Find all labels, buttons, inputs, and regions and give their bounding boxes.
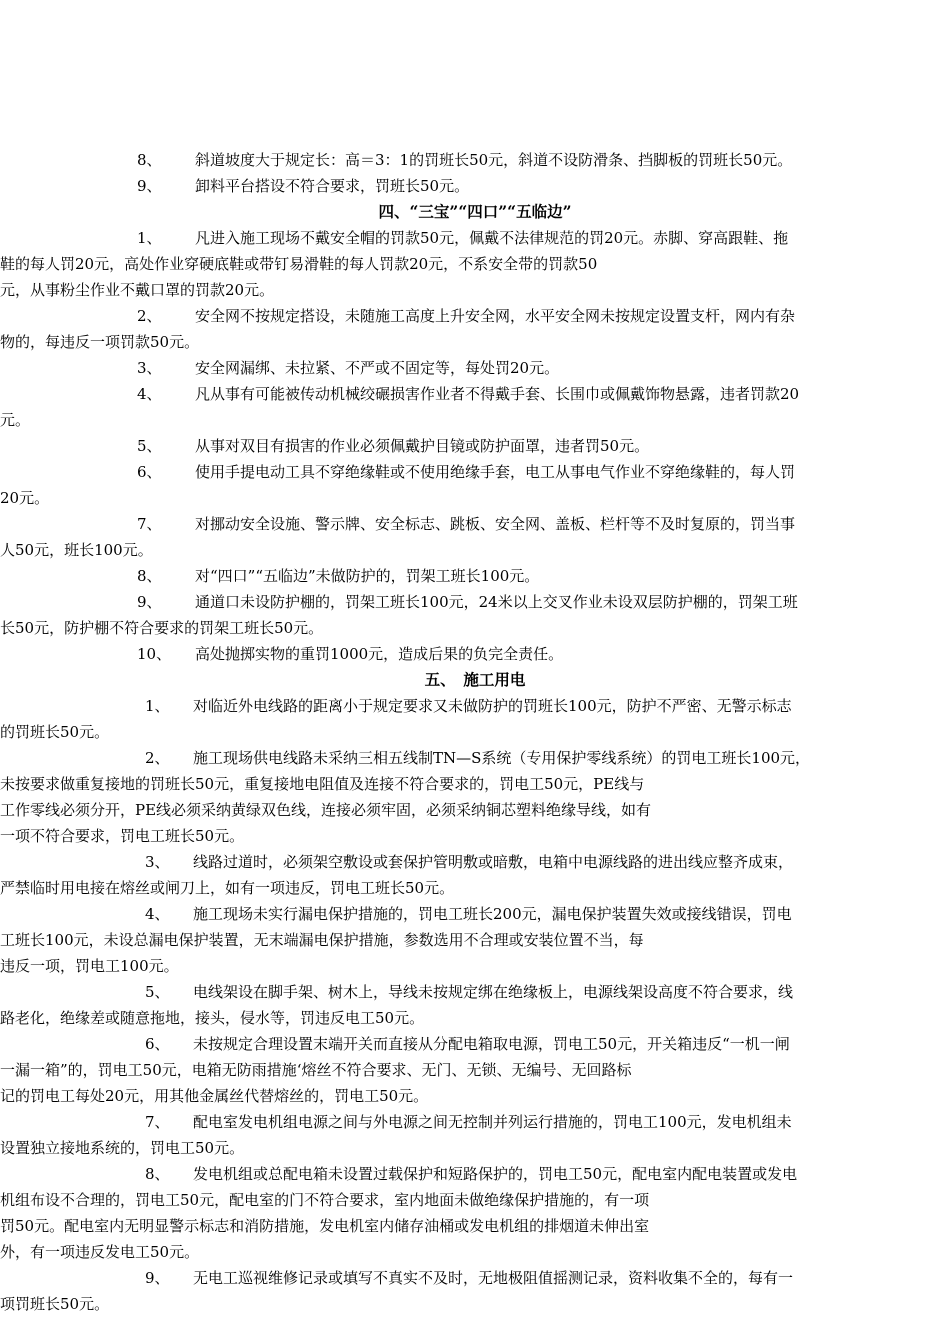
list-item-line (0, 745, 950, 771)
item-number: 3、 (137, 359, 162, 377)
item-text-continued: 元，从事粉尘作业不戴口罩的罚款20元。 (0, 281, 275, 299)
item-text: 对“四口”“五临边”未做防护的，罚架工班长100元。 (195, 567, 540, 585)
list-item-line (0, 1161, 950, 1187)
item-number: 2、 (137, 307, 162, 325)
list-item-line (0, 1109, 950, 1135)
item-number: 1、 (137, 229, 162, 247)
list-item-line (0, 719, 950, 745)
list-item-line (0, 1057, 950, 1083)
item-text-continued: 路老化，绝缘差或随意拖地，接头，侵水等，罚违反电工50元。 (0, 1009, 425, 1027)
section-heading-5: 五、 施工用电 (424, 670, 526, 689)
list-item-line (0, 1239, 950, 1265)
item-text: 施工现场供电线路未采纳三相五线制TN—S系统（专用保护零线系统）的罚电工班长100元， (193, 749, 811, 767)
list-item-line (0, 849, 950, 875)
list-item-line (0, 225, 950, 251)
item-text-continued: 人50元，班长100元。 (0, 541, 153, 559)
item-text-continued: 一项不符合要求，罚电工班长50元。 (0, 827, 245, 845)
item-text: 安全网漏绑、未拉紧、不严或不固定等，每处罚20元。 (195, 359, 560, 377)
item-text: 线路过道时，必须架空敷设或套保护管明敷或暗敷，电箱中电源线路的进出线应整齐成束， (193, 853, 794, 871)
item-text-continued: 20元。 (0, 489, 50, 507)
item-text-continued: 记的罚电工每处20元，用其他金属丝代替熔丝的，罚电工50元。 (0, 1087, 429, 1105)
item-text-continued: 设置独立接地系统的，罚电工50元。 (0, 1139, 245, 1157)
item-number: 9、 (137, 177, 162, 195)
section-heading-4: 四、“三宝”“四口”“五临边” (378, 202, 572, 221)
item-text: 凡从事有可能被传动机械绞碾损害作业者不得戴手套、长围巾或佩戴饰物悬露，违者罚款20 (195, 385, 800, 403)
list-item-line (0, 1135, 950, 1161)
list-item-line (0, 953, 950, 979)
item-number: 10、 (137, 645, 172, 663)
item-text: 使用手提电动工具不穿绝缘鞋或不使用绝缘手套，电工从事电气作业不穿绝缘鞋的，每人罚 (195, 463, 796, 481)
item-text-continued: 物的，每违反一项罚款50元。 (0, 333, 200, 351)
list-item-line (0, 1213, 950, 1239)
list-item-line (0, 823, 950, 849)
list-item-line (0, 1005, 950, 1031)
item-text: 配电室发电机组电源之间与外电源之间无控制并列运行措施的，罚电工100元，发电机组未 (193, 1113, 792, 1131)
list-item-line (0, 979, 950, 1005)
item-text: 卸料平台搭设不符合要求，罚班长50元。 (195, 177, 470, 195)
item-text-continued: 的罚班长50元。 (0, 723, 110, 741)
item-text-continued: 严禁临时用电接在熔丝或闸刀上，如有一项违反，罚电工班长50元。 (0, 879, 455, 897)
item-text-continued: 外，有一项违反发电工50元。 (0, 1243, 200, 1261)
item-text-continued: 未按要求做重复接地的罚班长50元，重复接地电阻值及连接不符合要求的，罚电工50元，PE线与 (0, 775, 645, 793)
item-text-continued: 罚50元。配电室内无明显警示标志和消防措施，发电机室内储存油桶或发电机组的排烟道未伸出室 (0, 1217, 650, 1235)
item-number: 5、 (137, 437, 162, 455)
item-number: 6、 (145, 1035, 170, 1053)
item-text-continued: 一漏一箱”的，罚电工50元，电箱无防雨措施‘熔丝不符合要求、无门、无锁、无编号、无回路标 (0, 1061, 632, 1079)
list-item-line (0, 875, 950, 901)
item-text: 施工现场未实行漏电保护措施的，罚电工班长200元，漏电保护装置失效或接线错误，罚电 (193, 905, 792, 923)
item-text-continued: 工班长100元，未设总漏电保护装置，无末端漏电保护措施，参数选用不合理或安装位置不当，每 (0, 931, 644, 949)
list-item-line (0, 1265, 950, 1291)
list-item-line (0, 459, 950, 485)
list-item-line (0, 173, 950, 199)
list-item-line (0, 485, 950, 511)
item-text-continued: 鞋的每人罚20元，高处作业穿硬底鞋或带钉易滑鞋的每人罚款20元，不系安全带的罚款50 (0, 255, 598, 273)
item-number: 4、 (145, 905, 170, 923)
list-item-line (0, 433, 950, 459)
list-item-line (0, 329, 950, 355)
list-item-line (0, 1031, 950, 1057)
list-item-line (0, 251, 950, 277)
item-number: 8、 (137, 567, 162, 585)
item-text: 未按规定合理设置末端开关而直接从分配电箱取电源，罚电工50元，开关箱违反“一机一闸 (193, 1035, 790, 1053)
item-number: 9、 (137, 593, 162, 611)
list-item-line (0, 615, 950, 641)
item-number: 3、 (145, 853, 170, 871)
item-text: 从事对双目有损害的作业必须佩戴护目镜或防护面罩，违者罚50元。 (195, 437, 650, 455)
list-item-line (0, 927, 950, 953)
item-text-continued: 机组布设不合理的，罚电工50元，配电室的门不符合要求，室内地面未做绝缘保护措施的，有一项 (0, 1191, 650, 1209)
list-item-line (0, 277, 950, 303)
item-number: 2、 (145, 749, 170, 767)
item-text-continued: 元。 (0, 411, 31, 429)
item-number: 8、 (145, 1165, 170, 1183)
list-item-line (0, 355, 950, 381)
item-text: 无电工巡视维修记录或填写不真实不及时，无地极阻值摇测记录，资料收集不全的，每有一 (193, 1269, 794, 1287)
item-text: 高处抛掷实物的重罚1000元，造成后果的负完全责任。 (195, 645, 564, 663)
item-number: 6、 (137, 463, 162, 481)
item-number: 1、 (145, 697, 170, 715)
item-text: 斜道坡度大于规定长：高＝3：1的罚班长50元，斜道不设防滑条、挡脚板的罚班长50元。 (195, 151, 793, 169)
list-item-line (0, 797, 950, 823)
list-item-line (0, 901, 950, 927)
list-item-line (0, 147, 950, 173)
item-text-continued: 项罚班长50元。 (0, 1295, 110, 1313)
list-item-line (0, 1083, 950, 1109)
item-number: 4、 (137, 385, 162, 403)
list-item-line (0, 407, 950, 433)
list-item-line (0, 303, 950, 329)
item-text: 电线架设在脚手架、树木上，导线未按规定绑在绝缘板上，电源线架设高度不符合要求，线 (193, 983, 794, 1001)
item-text-continued: 长50元，防护棚不符合要求的罚架工班长50元。 (0, 619, 324, 637)
list-item-line (0, 693, 950, 719)
item-text: 发电机组或总配电箱未设置过载保护和短路保护的，罚电工50元，配电室内配电装置或发电 (193, 1165, 798, 1183)
list-item-line (0, 1291, 950, 1317)
list-item-line (0, 511, 950, 537)
list-item-line (0, 381, 950, 407)
list-item-line (0, 1187, 950, 1213)
document-body (0, 147, 950, 1317)
item-text: 通道口未设防护棚的，罚架工班长100元，24米以上交叉作业未设双层防护棚的，罚架工班 (195, 593, 798, 611)
item-text-continued: 违反一项，罚电工100元。 (0, 957, 179, 975)
list-item-line (0, 641, 950, 667)
list-item-line (0, 563, 950, 589)
item-text: 对挪动安全设施、警示牌、安全标志、跳板、安全网、盖板、栏杆等不及时复原的，罚当事 (195, 515, 796, 533)
list-item-line (0, 771, 950, 797)
item-number: 9、 (145, 1269, 170, 1287)
item-number: 7、 (145, 1113, 170, 1131)
item-text-continued: 工作零线必须分开，PE线必须采纳黄绿双色线，连接必须牢固，必须采纳铜芯塑料绝缘导线，如有 (0, 801, 652, 819)
list-item-line (0, 589, 950, 615)
item-number: 5、 (145, 983, 170, 1001)
item-number: 7、 (137, 515, 162, 533)
list-item-line (0, 537, 950, 563)
item-text: 凡进入施工现场不戴安全帽的罚款50元，佩戴不法律规范的罚20元。赤脚、穿高跟鞋、拖 (195, 229, 789, 247)
item-number: 8、 (137, 151, 162, 169)
item-text: 安全网不按规定搭设，未随施工高度上升安全网，水平安全网未按规定设置支杆，网内有杂 (195, 307, 796, 325)
item-text: 对临近外电线路的距离小于规定要求又未做防护的罚班长100元，防护不严密、无警示标志 (193, 697, 792, 715)
